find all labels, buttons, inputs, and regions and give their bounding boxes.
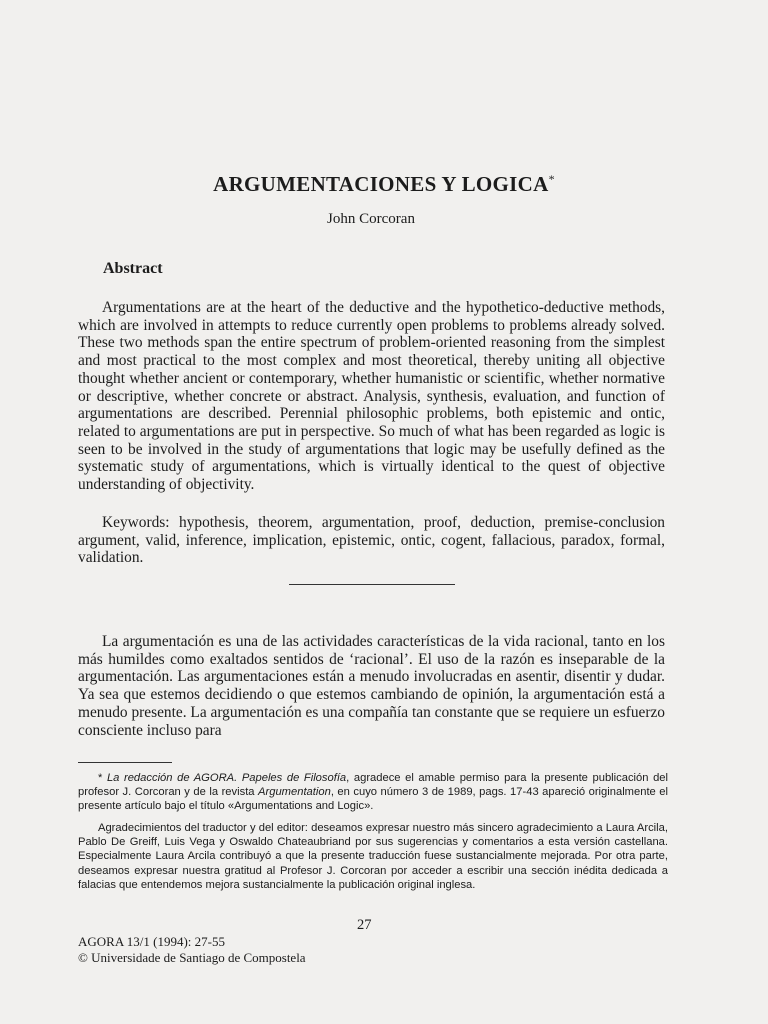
body-paragraph: La argumentación es una de las actividades características de la vida racional, tanto en los más humildes como exaltados sentidos de ‘racional’. El uso de la razón es inseparable de la argumentación. Las argumentaciones están a menudo involucradas en asentir, disentir y dudar. Ya sea que estemos decidiendo o que estemos cambiando de opinión, la argumentación está a menudo presente. La argumentación es una compañía tan constante que se requiere un esfuerzo consciente incluso para <box>78 633 665 739</box>
footnote-1-mark: * <box>98 772 107 784</box>
author-name: John Corcoran <box>327 211 415 227</box>
footnote-1-text-b: , en cuyo número 3 de 1989, pags. 17-43 apareció originalmente el presente artículo bajo el título «Argumentations and Logic». <box>78 786 668 813</box>
section-divider <box>289 584 455 585</box>
footnote-1-text-a: , agradece el amable permiso para la presente publicación del profesor J. Corcoran y de la revista <box>78 772 668 799</box>
abstract-paragraph: Argumentations are at the heart of the deductive and the hypothetico-deductive methods, which are involved in attempts to reduce currently open problems to problems already solved. These two methods span the entire spectrum of problem-oriented reasoning from the simplest and most practical to the most complex and most theoretical, thereby uniting all objective thought whether ancient or contemporary, whether humanistic or scientific, whether normative or descriptive, whether concrete or abstract. Analysis, synthesis, evaluation, and function of argumentations are described. Perennial philosophic problems, both epistemic and ontic, related to argumentations are put in perspective. So much of what has been regarded as logic is seen to be involved in the study of argumentations that logic may be usefully defined as the systematic study of argumentations, which is virtually identical to the quest of objective understanding of objectivity. <box>78 299 665 494</box>
citation-line-2: © Universidade de Santiago de Compostela <box>78 949 306 965</box>
title-footnote-mark: * <box>548 172 555 186</box>
page-number: 27 <box>357 917 372 933</box>
keywords-paragraph: Keywords: hypothesis, theorem, argumentation, proof, deduction, premise-conclusion argument, valid, inference, implication, epistemic, ontic, cogent, fallacious, paradox, formal, validation. <box>78 514 665 567</box>
footnote-2: Agradecimientos del traductor y del editor: deseamos expresar nuestro más sincero agradecimiento a Laura Arcila, Pablo De Greiff, Luis Vega y Oswaldo Chateaubriand por sus sugerencias y comentarios a esta versión castellana. Especialmente Laura Arcila contribuyó a que la presente traducción fuese sustancialmente mejorada. Por otra parte, deseamos expresar nuestra gratitud al Profesor J. Corcoran por acceder a escribir una sección inédita dedicada a falacias que entendemos mejora sustancialmente la publicación original inglesa. <box>78 822 668 891</box>
footnote-divider <box>78 762 172 763</box>
article-title-text: ARGUMENTACIONES Y LOGICA <box>213 172 549 196</box>
footnote-1-italic-lead: La redacción de AGORA. Papeles de Filosofía <box>106 772 347 784</box>
footnote-1-journal: Argumentation <box>258 786 331 799</box>
abstract-heading: Abstract <box>103 260 163 277</box>
citation-line-1: AGORA 13/1 (1994): 27-55 <box>78 934 225 949</box>
journal-citation <box>78 934 306 965</box>
article-title <box>0 172 768 197</box>
footnote-1 <box>78 771 668 814</box>
